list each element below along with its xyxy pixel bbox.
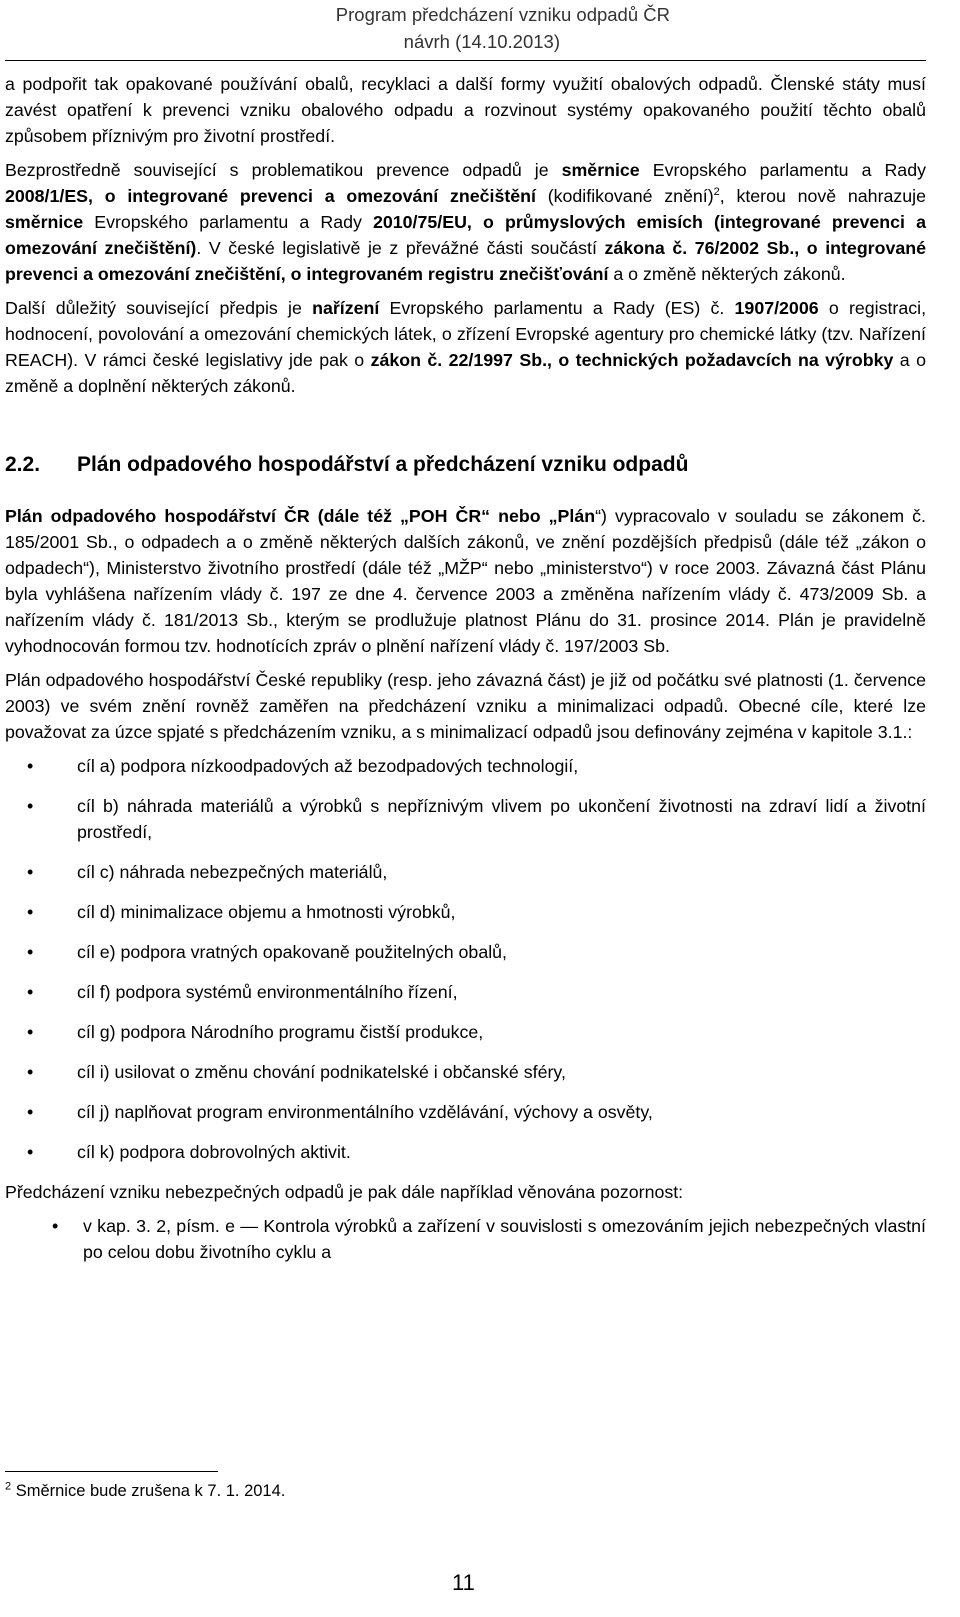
paragraph-reach: Další důležitý související předpis je nařízení Evropského parlamentu a Rady (ES) č. 1907/2006 o registraci, hodnocení, povolování a omezování chemických látek, o zřízení Evropské agentury pro chemické látky (tzv. Nařízení REACH). V rámci české legislativy jde pak o zákon č. 22/1997 Sb., o technických požadavcích na výrobky a o změně a doplnění některých zákonů. (5, 298, 927, 396)
paragraph-hazardous: Předcházení vzniku nebezpečných odpadů je pak dále například věnována pozornost: (5, 1182, 684, 1202)
header-rule (5, 60, 926, 61)
paragraph-packaging: a podpořit tak opakované používání obalů, recyklaci a další formy využití obalových odpadů. Členské státy musí zavést opatření k prevenci vzniku obalového odpadu a rozvinout systémy opakovaného použití těchto obalů způsobem příznivým pro životní prostředí. (5, 74, 926, 146)
paragraph-poh-goals-intro: Plán odpadového hospodářství České republiky (resp. jeho závazná část) je již od počátku své platnosti (1. července 2003) ve svém znění rovněž zaměřen na předcházení vzniku a minimalizaci odpadů. Obecné cíle, které lze považovat za úzce spjaté s předcházením vzniku, a s minimalizací odpadů jsou definovány zejména v kapitole 3.1.: (5, 670, 926, 742)
section-heading (5, 451, 926, 479)
list-item: • cíl c) náhrada nebezpečných materiálů, (5, 859, 926, 885)
list-item: • cíl i) usilovat o změnu chování podnikatelské i občanské sféry, (5, 1059, 926, 1085)
footnote (5, 1482, 285, 1501)
list-item: • cíl e) podpora vratných opakovaně použitelných obalů, (5, 939, 926, 965)
list-item: • cíl g) podpora Národního programu čistší produkce, (5, 1019, 926, 1045)
goals-list (5, 753, 926, 1165)
list-item: • v kap. 3. 2, písm. e — Kontrola výrobků a zařízení v souvislosti s omezováním jejich nebezpečných vlastní po celou dobu životního cyklu a (5, 1213, 926, 1265)
list-item: • cíl k) podpora dobrovolných aktivit. (5, 1139, 926, 1165)
list-item: • cíl j) naplňovat program environmentálního vzdělávání, výchovy a osvěty, (5, 1099, 926, 1125)
running-header-title: Program předcházení vzniku odpadů ČR (335, 4, 670, 25)
page-number: 11 (452, 1570, 475, 1595)
list-item: • cíl f) podpora systémů environmentálního řízení, (5, 979, 926, 1005)
footnote-text: Směrnice bude zrušena k 7. 1. 2014. (11, 1482, 286, 1500)
list-item: • cíl a) podpora nízkoodpadových až bezodpadových technologií, (5, 753, 926, 779)
document-body (5, 71, 926, 1279)
running-header-subtitle: návrh (14.10.2013) (403, 31, 560, 52)
footnote-mark: 2 (5, 1480, 12, 1493)
paragraph-poh: Plán odpadového hospodářství ČR (dále též „POH ČR“ nebo „Plán“) vypracovalo v souladu se zákonem č. 185/2001 Sb., o odpadech a o změně některých dalších zákonů, ve znění pozdějších předpisů (dále též „zákon o odpadech“), Ministerstvo životního prostředí (dále též „MŽP“ nebo „ministerstvo“) v roce 2003. Závazná část Plánu byla vyhlášena nařízením vlády č. 197 ze dne 4. července 2003 a změněna nařízením vlády č. 473/2009 Sb. a nařízením vlády č. 181/2013 Sb., kterým se prodlužuje platnost Plánu do 31. prosince 2014. Plán je pravidelně vyhodnocován formou tzv. hodnotících zpráv o plnění nařízení vlády č. 197/2003 Sb. (5, 506, 926, 656)
list-item: • cíl b) náhrada materiálů a výrobků s nepříznivým vlivem po ukončení životnosti na zdraví lidí a životní prostředí, (5, 793, 926, 845)
footnote-reference[interactable]: 2 (713, 186, 720, 199)
section-title: Plán odpadového hospodářství a předcházení vzniku odpadů (77, 453, 689, 476)
list-item: • cíl d) minimalizace objemu a hmotnosti výrobků, (5, 899, 926, 925)
footnote-rule (5, 1471, 218, 1472)
paragraph-ippc: Bezprostředně související s problematikou prevence odpadů je směrnice Evropského parlamentu a Rady 2008/1/ES, o integrované prevenci a omezování znečištění (kodifikované znění)$^2$, kterou nově nahrazuje směrnice Evropského parlamentu a Rady 2010/75/EU, o průmyslových emisích (integrované prevenci a omezování znečištění). V české legislativě je z převážné části součástí zákona č. 76/2002 Sb., o integrované prevenci a omezování znečištění, o integrovaném registru znečišťování a o změně některých zákonů. (5, 160, 926, 284)
section-number: 2.2. (5, 453, 41, 476)
hazard-list (5, 1213, 926, 1265)
